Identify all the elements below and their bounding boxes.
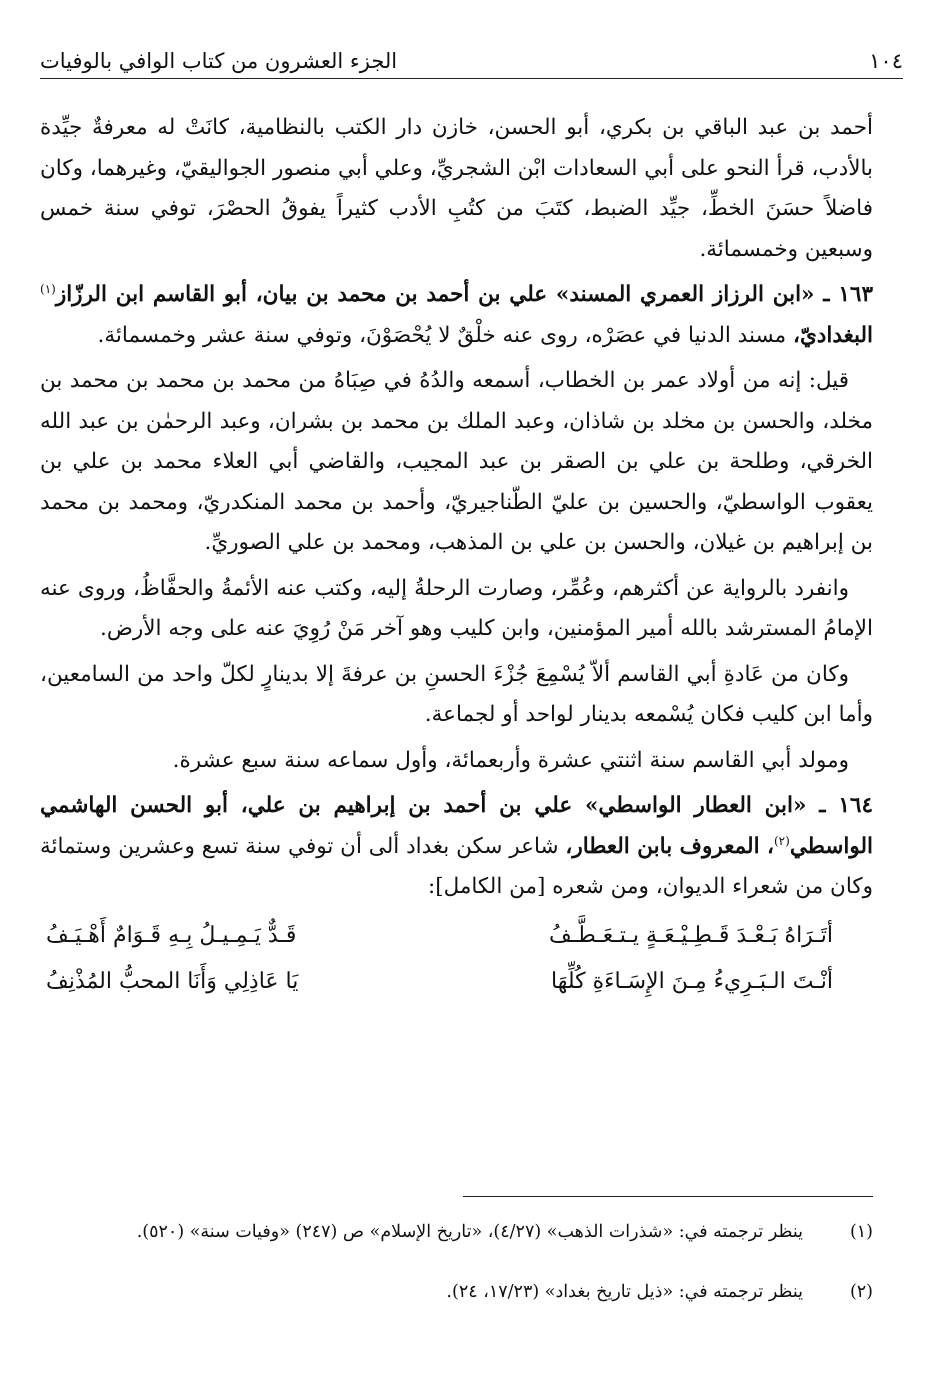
verse-first-hemistich: أنْـتَ الـبَـرِيءُ مِـنَ الإِسَـاءَةِ كُلِّهَا <box>551 968 833 994</box>
footnote-number: (١) <box>849 1222 873 1242</box>
entry-163-text: مسند الدنيا في عصَرْه، روى عنه خلْقٌ لا يُحْصَوْنَ، وتوفي سنة عشر وخمسمائة. <box>97 322 793 348</box>
page-number: ١٠٤ <box>869 49 903 73</box>
entry-163-heading: ١٦٣ ـ «ابن الرزاز العمري المسند» علي بن أحمد بن محمد بن بيان، أبو القاسم ابن الرزّاز <box>55 282 873 307</box>
entry-164-heading: ١٦٤ ـ «ابن العطار الواسطي» علي بن أحمد بن إبراهيم بن علي، أبو الحسن الهاشمي الواسطي <box>40 793 873 859</box>
footnote-ref-1[interactable]: (١) <box>40 281 56 296</box>
paragraph: ومولد أبي القاسم سنة اثنتي عشرة وأربعمائة، وأول سماعه سنة سبع عشرة. <box>172 747 849 773</box>
paragraph: قيل: إنه من أولاد عمر بن الخطاب، أسمعه والدُهُ في صِبَاهُ من محمد بن محمد بن محمد بن مخلد، والحسن بن مخلد بن شاذان، وعبد الملك بن محمد بن بشران، وعبد الرحمٰن بن عبد الله الخرقي، وطلحة بن علي بن الصقر بن عبد المجيب، والقاضي أبي العلاء محمد بن علي بن يعقوب الواسطيّ، والحسين بن عليّ الطّناجيريّ، وأحمد بن محمد المنكدريّ، ومحمد بن محمد بن إبراهيم بن غيلان، والحسن بن علي بن المذهب، ومحمد بن علي الصوريِّ. <box>40 368 873 555</box>
entry-164 <box>40 786 873 908</box>
footnote-divider <box>463 1196 873 1197</box>
verse-first-hemistich: أتَـرَاهُ بَـعْـدَ قَـطِـيْـعَـةٍ يـتـعَـطَّـفُ <box>549 922 833 948</box>
footnote-number: (٢) <box>849 1282 873 1302</box>
poem-verse <box>40 959 873 1005</box>
paragraph: وكان من عَادةِ أبي القاسم ألاّ يُسْمِعَ جُزْءَ الحسنِ بن عرفةَ إلا بدينارٍ لكلّ واحد من السامعين، وأما ابن كليب فكان يُسْمعه بدينار لواحد أو لجماعة. <box>40 661 873 727</box>
poem-verse <box>40 913 873 959</box>
page-header <box>40 44 903 79</box>
entry-163 <box>40 275 873 356</box>
entry-164-heading-end: ، المعروف بابن العطار، <box>565 833 774 859</box>
footnotes <box>40 1218 873 1338</box>
footnote <box>40 1218 873 1246</box>
footnote <box>40 1278 873 1306</box>
entry-163-heading-end: البغداديّ، <box>793 322 873 348</box>
footnote-text: ينظر ترجمته في: «ذيل تاريخ بغداد» (١٧/٢٣، ٢٤). <box>446 1282 803 1302</box>
paragraph: وانفرد بالرواية عن أكثرهم، وعُمِّر، وصارت الرحلةُ إليه، وكتب عنه الأئمةُ والحفَّاظُ، وروى عنه الإمامُ المسترشد بالله أمير المؤمنين، وابن كليب وهو آخر مَنْ رُوِيَ عنه على وجه الأرض. <box>40 575 873 641</box>
main-text <box>40 108 873 1005</box>
running-title: الجزء العشرون من كتاب الوافي بالوفيات <box>40 49 398 73</box>
verse-second-hemistich: يَا عَاذِلِي وَأَنَا المحبُّ المُذْنِفُ <box>46 968 299 994</box>
verse-second-hemistich: قَـدٌّ يَـمِـيـلُ بِـهِ قَـوَامٌ أَهْـيَـفُ <box>46 922 297 948</box>
footnote-text: ينظر ترجمته في: «شذرات الذهب» (٤/٢٧)، «تاريخ الإسلام» ص (٢٤٧) «وفيات سنة» (٥٢٠). <box>136 1222 803 1242</box>
footnote-ref-2[interactable]: (٢) <box>773 833 790 848</box>
paragraph-continued: أحمد بن عبد الباقي بن بكري، أبو الحسن، خازن دار الكتب بالنظامية، كانَتْ له معرفةٌ جيِّدة بالأدب، قرأ النحو على أبي السعادات ابْن الشجريِّ، وعلي أبي منصور الجواليقيّ، وغيرهما، وكان فاضلاً حسَنَ الخطِّ، جيِّد الضبط، كتَبَ من كتُبِ الأدب كثيراً يفوقُ الحصْرَ، توفي سنة خمس وسبعين وخمسمائة. <box>40 115 873 262</box>
entry-164-text: شاعر سكن بغداد ألى أن توفي سنة تسع وعشرين وستمائة وكان من شعراء الديوان، ومن شعره [من الكامل]: <box>40 833 873 899</box>
